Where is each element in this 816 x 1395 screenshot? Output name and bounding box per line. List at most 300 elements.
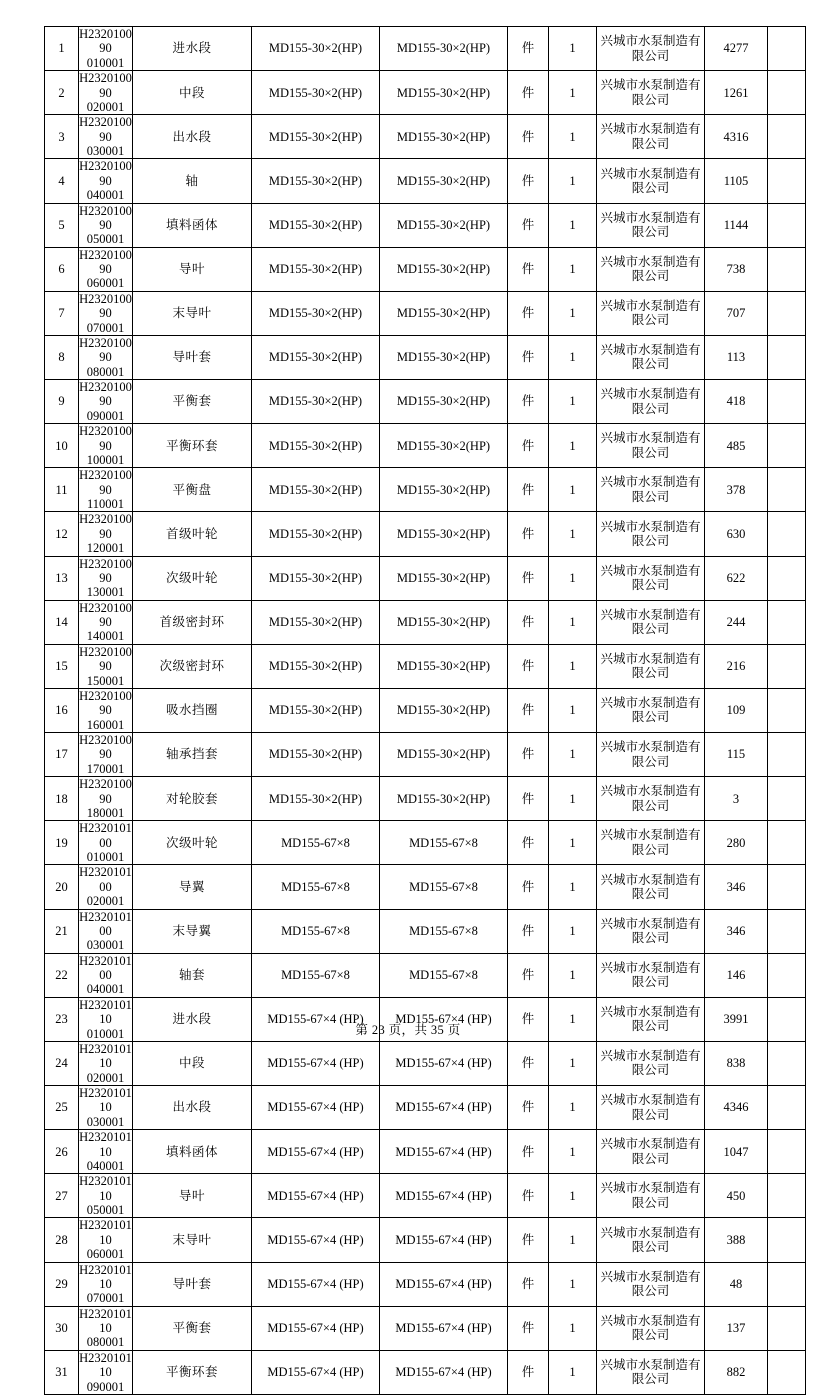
cell-unit: 件 (508, 203, 549, 247)
cell-spec-model: MD155-30×2(HP) (252, 556, 380, 600)
cell-index: 31 (45, 1350, 79, 1394)
cell-unit: 件 (508, 1262, 549, 1306)
cell-spec-applies: MD155-67×8 (380, 865, 508, 909)
cell-part-name: 导叶套 (133, 335, 252, 379)
cell-unit: 件 (508, 909, 549, 953)
cell-quantity: 1 (549, 777, 597, 821)
cell-price: 418 (705, 380, 768, 424)
cell-part-name: 导叶 (133, 1174, 252, 1218)
cell-part-name: 导翼 (133, 865, 252, 909)
parts-table (44, 26, 806, 1395)
cell-remark (768, 1041, 806, 1085)
cell-quantity: 1 (549, 953, 597, 997)
cell-quantity: 1 (549, 335, 597, 379)
cell-manufacturer: 兴城市水泵制造有 限公司 (597, 512, 705, 556)
cell-spec-model: MD155-67×4 (HP) (252, 1086, 380, 1130)
cell-manufacturer: 兴城市水泵制造有 限公司 (597, 27, 705, 71)
cell-price: 378 (705, 468, 768, 512)
cell-quantity: 1 (549, 512, 597, 556)
cell-quantity: 1 (549, 1306, 597, 1350)
cell-spec-applies: MD155-67×8 (380, 909, 508, 953)
table-row (45, 1350, 806, 1394)
cell-spec-applies: MD155-67×4 (HP) (380, 1350, 508, 1394)
cell-index: 9 (45, 380, 79, 424)
cell-unit: 件 (508, 512, 549, 556)
cell-price: 280 (705, 821, 768, 865)
cell-remark (768, 203, 806, 247)
table-row (45, 1086, 806, 1130)
cell-spec-applies: MD155-30×2(HP) (380, 380, 508, 424)
cell-manufacturer: 兴城市水泵制造有 限公司 (597, 600, 705, 644)
cell-manufacturer: 兴城市水泵制造有 限公司 (597, 159, 705, 203)
cell-part-name: 出水段 (133, 115, 252, 159)
cell-remark (768, 1130, 806, 1174)
cell-part-name: 轴 (133, 159, 252, 203)
cell-manufacturer: 兴城市水泵制造有 限公司 (597, 203, 705, 247)
cell-index: 27 (45, 1174, 79, 1218)
cell-unit: 件 (508, 1218, 549, 1262)
cell-index: 24 (45, 1041, 79, 1085)
cell-remark (768, 644, 806, 688)
cell-price: 346 (705, 865, 768, 909)
cell-spec-model: MD155-30×2(HP) (252, 291, 380, 335)
cell-price: 4316 (705, 115, 768, 159)
cell-part-name: 末导翼 (133, 909, 252, 953)
cell-unit: 件 (508, 424, 549, 468)
cell-index: 21 (45, 909, 79, 953)
cell-manufacturer: 兴城市水泵制造有 限公司 (597, 997, 705, 1041)
cell-remark (768, 1262, 806, 1306)
cell-price: 346 (705, 909, 768, 953)
cell-part-name: 填料函体 (133, 1130, 252, 1174)
cell-remark (768, 115, 806, 159)
cell-unit: 件 (508, 1086, 549, 1130)
cell-part-name: 平衡环套 (133, 424, 252, 468)
cell-part-code: H232010090 170001 (79, 733, 132, 776)
table-row (45, 1041, 806, 1085)
cell-part-name: 进水段 (133, 997, 252, 1041)
cell-part-code: H232010110 030001 (79, 1086, 132, 1129)
cell-price: 137 (705, 1306, 768, 1350)
cell-price: 1261 (705, 71, 768, 115)
cell-manufacturer: 兴城市水泵制造有 限公司 (597, 688, 705, 732)
cell-remark (768, 468, 806, 512)
cell-price: 48 (705, 1262, 768, 1306)
cell-part-name: 轴套 (133, 953, 252, 997)
cell-price: 707 (705, 291, 768, 335)
table-row (45, 512, 806, 556)
cell-part-code: H232010090 130001 (79, 556, 132, 600)
cell-remark (768, 953, 806, 997)
cell-spec-applies: MD155-67×4 (HP) (380, 1306, 508, 1350)
table-row (45, 1174, 806, 1218)
table-row (45, 777, 806, 821)
cell-index: 29 (45, 1262, 79, 1306)
cell-spec-model: MD155-30×2(HP) (252, 115, 380, 159)
cell-part-name: 吸水挡圈 (133, 688, 252, 732)
cell-remark (768, 27, 806, 71)
cell-index: 5 (45, 203, 79, 247)
cell-spec-model: MD155-67×8 (252, 953, 380, 997)
cell-spec-applies: MD155-67×4 (HP) (380, 1174, 508, 1218)
cell-part-name: 导叶套 (133, 1262, 252, 1306)
cell-quantity: 1 (549, 821, 597, 865)
table-row (45, 688, 806, 732)
cell-remark (768, 71, 806, 115)
cell-spec-applies: MD155-67×4 (HP) (380, 997, 508, 1041)
cell-manufacturer: 兴城市水泵制造有 限公司 (597, 1130, 705, 1174)
cell-unit: 件 (508, 688, 549, 732)
cell-manufacturer: 兴城市水泵制造有 限公司 (597, 1086, 705, 1130)
cell-part-code: H232010090 140001 (79, 600, 132, 644)
cell-index: 18 (45, 777, 79, 821)
cell-spec-applies: MD155-30×2(HP) (380, 556, 508, 600)
cell-quantity: 1 (549, 1130, 597, 1174)
cell-manufacturer: 兴城市水泵制造有 限公司 (597, 115, 705, 159)
cell-index: 16 (45, 688, 79, 732)
cell-quantity: 1 (549, 291, 597, 335)
cell-part-code: H232010090 160001 (79, 688, 132, 732)
cell-quantity: 1 (549, 865, 597, 909)
cell-unit: 件 (508, 733, 549, 777)
cell-spec-model: MD155-67×4 (HP) (252, 1041, 380, 1085)
cell-remark (768, 291, 806, 335)
cell-spec-model: MD155-30×2(HP) (252, 777, 380, 821)
cell-quantity: 1 (549, 1086, 597, 1130)
cell-spec-applies: MD155-30×2(HP) (380, 688, 508, 732)
table-row (45, 909, 806, 953)
cell-spec-applies: MD155-30×2(HP) (380, 27, 508, 71)
cell-part-code: H232010090 040001 (79, 159, 132, 203)
cell-index: 6 (45, 247, 79, 291)
cell-spec-model: MD155-67×4 (HP) (252, 1130, 380, 1174)
cell-index: 19 (45, 821, 79, 865)
cell-part-code: H232010110 020001 (79, 1041, 132, 1085)
cell-manufacturer: 兴城市水泵制造有 限公司 (597, 1262, 705, 1306)
cell-manufacturer: 兴城市水泵制造有 限公司 (597, 1174, 705, 1218)
cell-spec-applies: MD155-67×4 (HP) (380, 1218, 508, 1262)
cell-manufacturer: 兴城市水泵制造有 限公司 (597, 644, 705, 688)
cell-quantity: 1 (549, 71, 597, 115)
cell-spec-model: MD155-67×4 (HP) (252, 1262, 380, 1306)
cell-spec-applies: MD155-67×8 (380, 953, 508, 997)
cell-remark (768, 1350, 806, 1394)
cell-spec-model: MD155-30×2(HP) (252, 247, 380, 291)
cell-quantity: 1 (549, 424, 597, 468)
cell-quantity: 1 (549, 909, 597, 953)
cell-quantity: 1 (549, 733, 597, 777)
cell-price: 622 (705, 556, 768, 600)
cell-manufacturer: 兴城市水泵制造有 限公司 (597, 468, 705, 512)
cell-spec-applies: MD155-30×2(HP) (380, 468, 508, 512)
cell-quantity: 1 (549, 1218, 597, 1262)
cell-quantity: 1 (549, 997, 597, 1041)
cell-unit: 件 (508, 865, 549, 909)
cell-spec-model: MD155-30×2(HP) (252, 424, 380, 468)
cell-spec-model: MD155-30×2(HP) (252, 27, 380, 71)
cell-index: 30 (45, 1306, 79, 1350)
cell-part-name: 平衡盘 (133, 468, 252, 512)
cell-remark (768, 688, 806, 732)
cell-part-name: 中段 (133, 71, 252, 115)
cell-spec-model: MD155-30×2(HP) (252, 335, 380, 379)
cell-remark (768, 865, 806, 909)
cell-unit: 件 (508, 1350, 549, 1394)
cell-index: 28 (45, 1218, 79, 1262)
cell-manufacturer: 兴城市水泵制造有 限公司 (597, 380, 705, 424)
cell-spec-applies: MD155-30×2(HP) (380, 291, 508, 335)
table-row (45, 159, 806, 203)
table-row (45, 953, 806, 997)
cell-part-code: H232010090 180001 (79, 777, 132, 820)
cell-remark (768, 1306, 806, 1350)
cell-unit: 件 (508, 247, 549, 291)
cell-spec-applies: MD155-30×2(HP) (380, 733, 508, 777)
cell-index: 13 (45, 556, 79, 600)
cell-spec-applies: MD155-30×2(HP) (380, 247, 508, 291)
cell-part-code: H232010090 080001 (79, 335, 132, 379)
cell-part-code: H232010110 080001 (79, 1306, 132, 1350)
cell-part-code: H232010100 010001 (79, 821, 132, 864)
cell-unit: 件 (508, 115, 549, 159)
cell-index: 14 (45, 600, 79, 644)
cell-unit: 件 (508, 600, 549, 644)
cell-part-name: 末导叶 (133, 291, 252, 335)
cell-remark (768, 821, 806, 865)
cell-part-code: H232010090 090001 (79, 380, 132, 423)
cell-spec-model: MD155-30×2(HP) (252, 512, 380, 556)
cell-unit: 件 (508, 777, 549, 821)
table-row (45, 71, 806, 115)
cell-unit: 件 (508, 291, 549, 335)
cell-spec-applies: MD155-67×4 (HP) (380, 1130, 508, 1174)
cell-unit: 件 (508, 335, 549, 379)
cell-part-name: 平衡环套 (133, 1350, 252, 1394)
cell-index: 3 (45, 115, 79, 159)
cell-index: 25 (45, 1086, 79, 1130)
table-row (45, 556, 806, 600)
cell-price: 4277 (705, 27, 768, 71)
cell-unit: 件 (508, 1041, 549, 1085)
cell-part-name: 次级叶轮 (133, 556, 252, 600)
cell-part-name: 填料函体 (133, 203, 252, 247)
cell-part-name: 末导叶 (133, 1218, 252, 1262)
cell-spec-applies: MD155-30×2(HP) (380, 115, 508, 159)
cell-spec-applies: MD155-67×4 (HP) (380, 1262, 508, 1306)
cell-quantity: 1 (549, 159, 597, 203)
cell-part-code: H232010090 020001 (79, 71, 132, 114)
cell-spec-model: MD155-30×2(HP) (252, 600, 380, 644)
cell-spec-applies: MD155-30×2(HP) (380, 777, 508, 821)
cell-quantity: 1 (549, 247, 597, 291)
cell-spec-model: MD155-67×4 (HP) (252, 1306, 380, 1350)
cell-price: 109 (705, 688, 768, 732)
cell-index: 4 (45, 159, 79, 203)
cell-part-name: 首级叶轮 (133, 512, 252, 556)
cell-part-code: H232010090 110001 (79, 468, 132, 511)
cell-price: 485 (705, 424, 768, 468)
cell-spec-model: MD155-30×2(HP) (252, 468, 380, 512)
cell-spec-model: MD155-30×2(HP) (252, 71, 380, 115)
cell-price: 113 (705, 335, 768, 379)
cell-part-name: 平衡套 (133, 380, 252, 424)
cell-remark (768, 247, 806, 291)
table-row (45, 1130, 806, 1174)
cell-remark (768, 556, 806, 600)
cell-quantity: 1 (549, 1174, 597, 1218)
cell-quantity: 1 (549, 600, 597, 644)
cell-quantity: 1 (549, 380, 597, 424)
cell-spec-applies: MD155-30×2(HP) (380, 159, 508, 203)
cell-part-name: 中段 (133, 1041, 252, 1085)
cell-price: 388 (705, 1218, 768, 1262)
cell-part-name: 出水段 (133, 1086, 252, 1130)
cell-unit: 件 (508, 1130, 549, 1174)
cell-spec-applies: MD155-30×2(HP) (380, 600, 508, 644)
cell-quantity: 1 (549, 688, 597, 732)
cell-unit: 件 (508, 468, 549, 512)
cell-price: 3 (705, 777, 768, 821)
cell-price: 882 (705, 1350, 768, 1394)
cell-manufacturer: 兴城市水泵制造有 限公司 (597, 247, 705, 291)
cell-remark (768, 733, 806, 777)
cell-price: 4346 (705, 1086, 768, 1130)
cell-remark (768, 380, 806, 424)
cell-manufacturer: 兴城市水泵制造有 限公司 (597, 865, 705, 909)
cell-spec-applies: MD155-30×2(HP) (380, 335, 508, 379)
cell-quantity: 1 (549, 1350, 597, 1394)
cell-remark (768, 335, 806, 379)
cell-quantity: 1 (549, 203, 597, 247)
cell-index: 26 (45, 1130, 79, 1174)
cell-part-code: H232010090 070001 (79, 291, 132, 335)
cell-spec-applies: MD155-67×4 (HP) (380, 1086, 508, 1130)
cell-remark (768, 909, 806, 953)
cell-remark (768, 600, 806, 644)
cell-index: 2 (45, 71, 79, 115)
cell-part-code: H232010090 060001 (79, 247, 132, 291)
cell-manufacturer: 兴城市水泵制造有 限公司 (597, 953, 705, 997)
cell-manufacturer: 兴城市水泵制造有 限公司 (597, 777, 705, 821)
cell-quantity: 1 (549, 644, 597, 688)
cell-manufacturer: 兴城市水泵制造有 限公司 (597, 909, 705, 953)
table-row (45, 644, 806, 688)
table-row (45, 468, 806, 512)
cell-price: 1105 (705, 159, 768, 203)
cell-part-name: 导叶 (133, 247, 252, 291)
cell-quantity: 1 (549, 1262, 597, 1306)
cell-part-name: 进水段 (133, 27, 252, 71)
table-row (45, 115, 806, 159)
cell-spec-applies: MD155-30×2(HP) (380, 512, 508, 556)
cell-index: 23 (45, 997, 79, 1041)
cell-price: 838 (705, 1041, 768, 1085)
cell-remark (768, 1218, 806, 1262)
cell-quantity: 1 (549, 115, 597, 159)
table-row (45, 380, 806, 424)
cell-part-code: H232010100 020001 (79, 865, 132, 909)
cell-quantity: 1 (549, 27, 597, 71)
cell-unit: 件 (508, 644, 549, 688)
cell-spec-model: MD155-30×2(HP) (252, 159, 380, 203)
cell-remark (768, 777, 806, 821)
cell-quantity: 1 (549, 468, 597, 512)
cell-part-code: H232010110 010001 (79, 997, 132, 1041)
cell-part-name: 轴承挡套 (133, 733, 252, 777)
cell-unit: 件 (508, 556, 549, 600)
cell-index: 22 (45, 953, 79, 997)
cell-index: 12 (45, 512, 79, 556)
cell-quantity: 1 (549, 556, 597, 600)
cell-index: 17 (45, 733, 79, 777)
cell-price: 630 (705, 512, 768, 556)
cell-manufacturer: 兴城市水泵制造有 限公司 (597, 733, 705, 777)
cell-price: 146 (705, 953, 768, 997)
cell-index: 15 (45, 644, 79, 688)
table-row (45, 600, 806, 644)
cell-part-name: 次级叶轮 (133, 821, 252, 865)
cell-remark (768, 424, 806, 468)
cell-spec-model: MD155-30×2(HP) (252, 688, 380, 732)
cell-spec-applies: MD155-67×4 (HP) (380, 1041, 508, 1085)
cell-spec-applies: MD155-67×8 (380, 821, 508, 865)
table-row (45, 1218, 806, 1262)
cell-price: 216 (705, 644, 768, 688)
cell-spec-model: MD155-67×4 (HP) (252, 1350, 380, 1394)
table-row (45, 865, 806, 909)
table-row (45, 247, 806, 291)
cell-index: 20 (45, 865, 79, 909)
cell-unit: 件 (508, 159, 549, 203)
cell-spec-model: MD155-67×4 (HP) (252, 1174, 380, 1218)
cell-unit: 件 (508, 1174, 549, 1218)
cell-unit: 件 (508, 997, 549, 1041)
cell-price: 244 (705, 600, 768, 644)
cell-unit: 件 (508, 380, 549, 424)
table-row (45, 27, 806, 71)
cell-spec-model: MD155-30×2(HP) (252, 380, 380, 424)
table-row (45, 821, 806, 865)
cell-remark (768, 159, 806, 203)
cell-manufacturer: 兴城市水泵制造有 限公司 (597, 1350, 705, 1394)
cell-part-code: H232010090 100001 (79, 424, 132, 467)
table-row (45, 1262, 806, 1306)
cell-manufacturer: 兴城市水泵制造有 限公司 (597, 291, 705, 335)
cell-part-name: 首级密封环 (133, 600, 252, 644)
cell-manufacturer: 兴城市水泵制造有 限公司 (597, 821, 705, 865)
cell-price: 1047 (705, 1130, 768, 1174)
cell-quantity: 1 (549, 1041, 597, 1085)
cell-part-code: H232010110 040001 (79, 1130, 132, 1173)
cell-spec-model: MD155-67×4 (HP) (252, 1218, 380, 1262)
table-row (45, 203, 806, 247)
cell-spec-model: MD155-67×8 (252, 821, 380, 865)
cell-remark (768, 1086, 806, 1130)
cell-index: 7 (45, 291, 79, 335)
cell-part-code: H232010110 070001 (79, 1262, 132, 1306)
cell-part-name: 对轮胶套 (133, 777, 252, 821)
cell-index: 8 (45, 335, 79, 379)
cell-price: 115 (705, 733, 768, 777)
cell-part-code: H232010100 040001 (79, 953, 132, 997)
cell-unit: 件 (508, 1306, 549, 1350)
cell-manufacturer: 兴城市水泵制造有 限公司 (597, 1218, 705, 1262)
table-row (45, 291, 806, 335)
cell-price: 738 (705, 247, 768, 291)
cell-unit: 件 (508, 71, 549, 115)
cell-manufacturer: 兴城市水泵制造有 限公司 (597, 1306, 705, 1350)
cell-manufacturer: 兴城市水泵制造有 限公司 (597, 556, 705, 600)
